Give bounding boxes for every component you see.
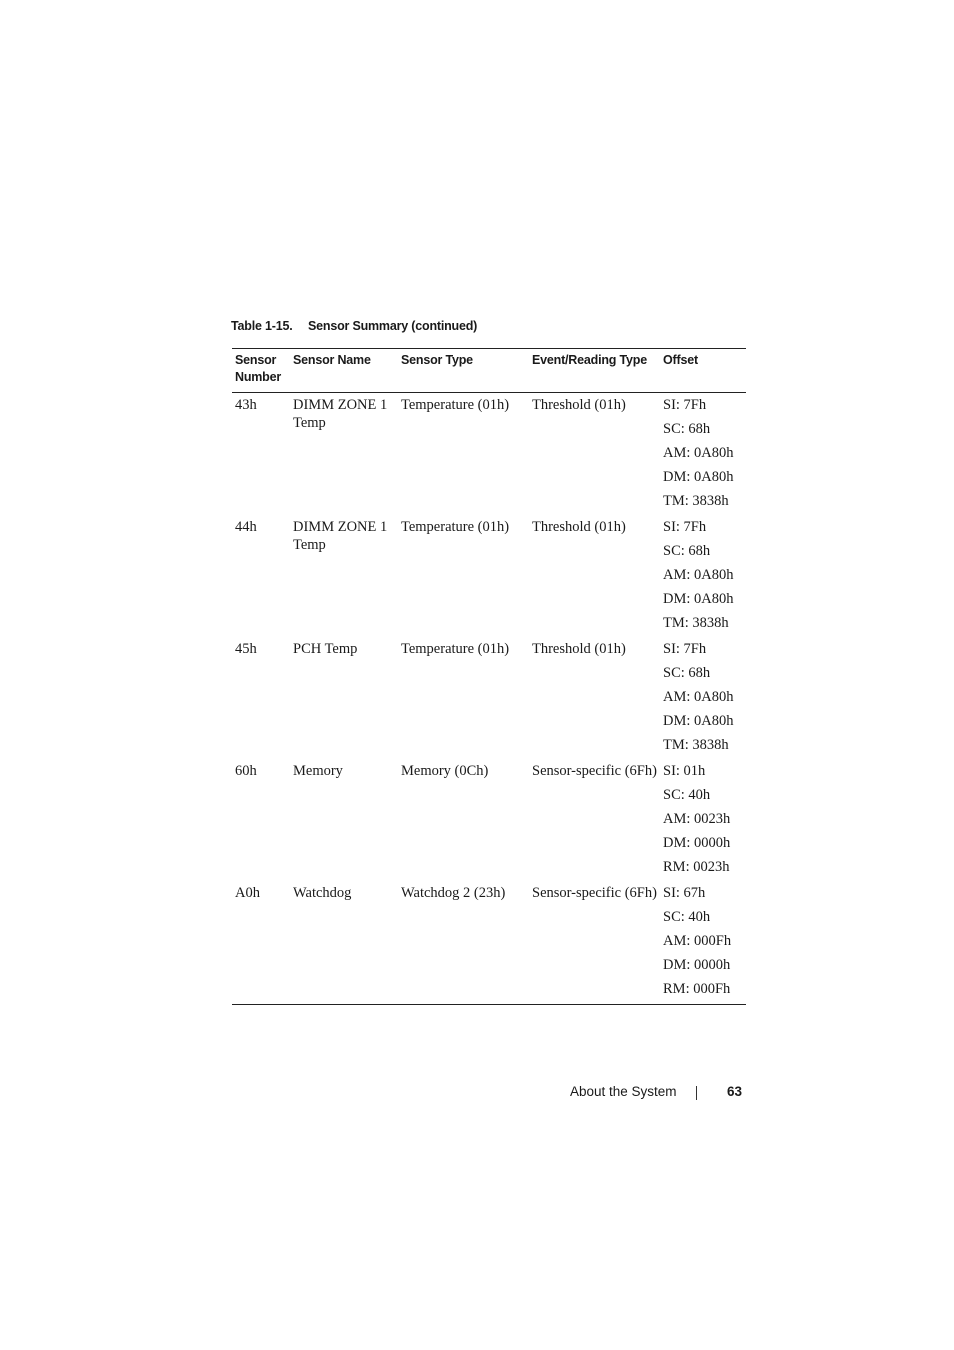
cell-sensor-number: 43h [235, 397, 257, 413]
header-sensor-name: Sensor Name [290, 349, 398, 393]
cell-event-type: Threshold (01h) [532, 519, 626, 535]
sensor-summary-table [232, 348, 746, 1005]
cell-sensor-type: Memory (0Ch) [401, 763, 489, 779]
offset-value: TM: 3838h [663, 737, 729, 753]
cell-event-type: Sensor-specific (6Fh) [529, 882, 660, 1005]
offset-value: AM: 0A80h [663, 689, 734, 705]
header-sensor-number [232, 349, 290, 393]
offset-value: SI: 67h [663, 885, 706, 901]
header-event-reading-type: Event/Reading Type [529, 349, 660, 393]
cell-sensor-name: Memory [293, 763, 343, 779]
cell-offset [660, 393, 746, 517]
offset-value: DM: 0A80h [663, 713, 734, 729]
header-offset: Offset [660, 349, 746, 393]
cell-sensor-name: PCH Temp [293, 641, 358, 657]
table-caption [231, 319, 477, 333]
page-number: 63 [727, 1084, 743, 1099]
offset-value: DM: 0000h [663, 835, 731, 851]
cell-sensor-number: 45h [235, 641, 257, 657]
cell-event-type: Threshold (01h) [532, 641, 626, 657]
offset-value: AM: 0A80h [663, 445, 734, 461]
header-sensor-number-line1: Sensor [235, 353, 277, 367]
table-caption-title: Sensor Summary (continued) [308, 319, 478, 333]
cell-sensor-type: Temperature (01h) [401, 397, 510, 413]
footer-section-title: About the System [570, 1084, 677, 1099]
offset-value: TM: 3838h [663, 493, 729, 509]
offset-value: DM: 0A80h [663, 469, 734, 485]
table-row [232, 516, 746, 638]
offset-value: AM: 0A80h [663, 567, 734, 583]
header-sensor-type: Sensor Type [398, 349, 529, 393]
offset-value: TM: 3838h [663, 615, 729, 631]
offset-value: SI: 7Fh [663, 641, 707, 657]
offset-value: SC: 40h [663, 787, 711, 803]
cell-sensor-type: Temperature (01h) [401, 519, 510, 535]
table-row [232, 882, 746, 1005]
cell-event-type: Threshold (01h) [532, 397, 626, 413]
offset-value: SC: 68h [663, 665, 711, 681]
offset-value: DM: 0000h [663, 957, 731, 973]
offset-value: DM: 0A80h [663, 591, 734, 607]
cell-event-type: Sensor-specific (6Fh) [532, 763, 657, 779]
cell-sensor-name: Watchdog [290, 882, 398, 1005]
cell-sensor-number: 44h [235, 519, 257, 535]
cell-sensor-type: Temperature (01h) [401, 641, 510, 657]
offset-value: SC: 68h [663, 543, 711, 559]
offset-value: AM: 000Fh [663, 933, 732, 949]
table-header-row [232, 349, 746, 393]
offset-value: SC: 40h [663, 909, 711, 925]
table-row [232, 638, 746, 760]
header-sensor-number-line2: Number [235, 370, 282, 384]
cell-sensor-name: DIMM ZONE 1 Temp [293, 519, 388, 553]
cell-sensor-number: A0h [232, 882, 290, 1005]
offset-value: RM: 0023h [663, 859, 730, 875]
cell-sensor-name: DIMM ZONE 1 Temp [293, 397, 388, 431]
table-row [232, 393, 746, 517]
table-caption-label: Table 1-15. [231, 319, 293, 333]
offset-value: RM: 000Fh [663, 981, 731, 997]
offset-value: SI: 7Fh [663, 397, 707, 413]
footer-divider [696, 1086, 697, 1100]
offset-value: SC: 68h [663, 421, 711, 437]
table-row [232, 760, 746, 882]
offset-value: SI: 7Fh [663, 519, 707, 535]
offset-value: SI: 01h [663, 763, 706, 779]
cell-offset [660, 882, 746, 1005]
offset-value: AM: 0023h [663, 811, 731, 827]
cell-offset [660, 516, 746, 638]
page-footer [570, 1084, 743, 1099]
cell-offset [660, 760, 746, 882]
cell-sensor-number: 60h [235, 763, 257, 779]
cell-sensor-type: Watchdog 2 (23h) [398, 882, 529, 1005]
cell-offset [660, 638, 746, 760]
